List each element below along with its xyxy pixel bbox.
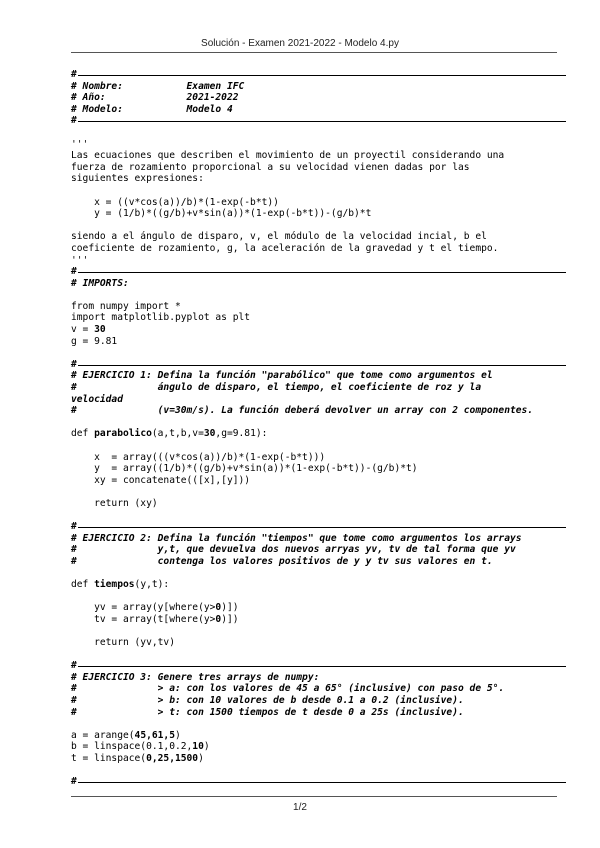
comment-line [71,695,561,707]
code-line [71,255,561,267]
comment-separator [71,776,561,788]
code-line [71,463,561,475]
blank-line [71,649,561,661]
blank-line [71,568,561,580]
code-bold-token: 0 [215,613,222,625]
code-line [71,336,561,348]
separator-hash: # [71,521,77,533]
comment-line [71,405,561,417]
code-text: ''' [71,254,89,266]
comment-line [71,533,561,545]
separator-hash: # [71,115,77,127]
comment-text: # > t: con 1500 tiempos de t desde 0 a 25s (inclusive). [71,706,464,718]
comment-line [71,81,561,93]
code-text: v = [71,324,95,336]
comment-text: # IMPORTS: [71,277,129,289]
blank-line [71,718,561,730]
comment-separator [71,359,561,371]
comment-line [71,672,561,684]
code-text: import matplotlib.pyplot as plt [71,312,251,324]
page-number: 1/2 [293,802,307,813]
separator-line [78,527,566,528]
comment-line [71,544,561,556]
code-line [71,173,561,185]
blank-line [71,486,561,498]
code-line [71,243,561,255]
comment-line [71,278,561,290]
code-line [71,231,561,243]
code-line [71,741,561,753]
separator-line [78,365,566,366]
code-text: siguientes expresiones: [71,173,204,185]
code-text: ) [203,741,210,753]
comment-text: # (v=30m/s). La función deberá devolver un array con 2 componentes. [71,405,534,417]
code-text: b = linspace(0.1,0.2, [71,741,193,753]
blank-line [71,127,561,139]
comment-text: # > b: con 10 valores de b desde 0.1 a 0.2 (inclusive). [71,695,464,707]
comment-separator [71,69,561,81]
code-text: a = arange( [71,729,135,741]
code-bold-token: 45,61,5 [134,729,175,741]
comment-separator [71,266,561,278]
code-bold-token: 10 [192,741,204,753]
comment-separator [71,521,561,533]
code-text: (a,t,b,v= [151,428,204,440]
code-text: coeficiente de rozamiento, g, la aceleración de la gravedad y t el tiempo. [71,242,499,254]
blank-line [71,591,561,603]
code-line [71,162,561,174]
separator-line [78,75,566,76]
comment-line [71,370,561,382]
code-text: ''' [71,138,89,150]
code-bold-token: tiempos [94,579,135,591]
code-text: ) [174,729,181,741]
code-line [71,637,561,649]
separator-line [78,272,566,273]
comment-text: # > a: con los valores de 45 a 65° (inclusive) con paso de 5°. [71,683,505,695]
code-line [71,301,561,313]
blank-line [71,510,561,522]
comment-separator [71,660,561,672]
code-line [71,579,561,591]
code-bold-token: 30 [203,428,216,440]
separator-hash: # [71,266,77,278]
code-text: yv = array(y[where(y> [71,602,216,614]
code-text: return (xy) [71,497,158,509]
code-bold-token: 0 [215,602,222,614]
blank-line [71,626,561,638]
separator-line [78,121,566,122]
page-header-title: Solución - Examen 2021-2022 - Modelo 4.py [201,38,399,49]
blank-line [71,417,561,429]
code-line [71,150,561,162]
comment-text: # Modelo: Modelo 4 [71,103,233,115]
footer-rule [71,796,557,797]
code-text: x = ((v*cos(a))/b)*(1-exp(-b*t)) [71,196,279,208]
comment-text: # EJERCICIO 1: Defina la función "parabólico" que tome como argumentos el [71,370,493,382]
code-bold-token: 30 [94,324,106,336]
comment-line [71,92,561,104]
separator-line [78,782,566,783]
code-text: return (yv,tv) [71,637,175,649]
code-line [71,312,561,324]
blank-line [71,765,561,777]
code-text: tv = array(t[where(y> [71,613,216,625]
comment-text: # EJERCICIO 2: Defina la función "tiempos" que tome como argumentos los arrays [71,532,522,544]
blank-line [71,440,561,452]
code-bold-token: 0,25,1500 [146,753,199,765]
code-line [71,602,561,614]
code-text: )]) [221,602,239,614]
code-text: siendo a el ángulo de disparo, v, el módulo de la velocidad incial, b el [71,231,487,243]
code-line [71,208,561,220]
separator-line [78,666,566,667]
code-text: ,g=9.81): [215,428,268,440]
code-text: x = array(((v*cos(a))/b)*(1-exp(-b*t))) [71,451,326,463]
comment-text: # ángulo de disparo, el tiempo, el coeficiente de roz y la [71,382,482,394]
header-rule [71,52,557,53]
comment-text: # Nombre: Examen IFC [71,80,245,92]
code-line [71,614,561,626]
code-text: ) [198,753,204,765]
separator-hash: # [71,660,77,672]
comment-line [71,104,561,116]
code-text: Las ecuaciones que describen el movimiento de un proyectil considerando una [71,150,505,162]
separator-hash: # [71,358,77,370]
code-line [71,498,561,510]
separator-hash: # [71,776,77,788]
code-listing [71,69,561,788]
code-line [71,730,561,742]
code-text: y = (1/b)*((g/b)+v*sin(a))*(1-exp(-b*t))-(g/b)*t [71,208,372,220]
comment-text: # Año: 2021-2022 [71,92,239,104]
code-text: def [71,428,95,440]
code-line [71,428,561,440]
blank-line [71,289,561,301]
code-line [71,324,561,336]
code-text: t = linspace( [71,753,147,765]
code-text: )]) [221,613,239,625]
comment-line [71,683,561,695]
code-line [71,475,561,487]
code-text: y = array((1/b)*((g/b)+v*sin(a))*(1-exp(-b*t))-(g/b)*t) [71,463,418,475]
blank-line [71,185,561,197]
comment-line [71,394,561,406]
comment-line [71,707,561,719]
code-text: xy = concatenate(([x],[y])) [71,474,251,486]
blank-line [71,220,561,232]
comment-line [71,382,561,394]
comment-text: # y,t, que devuelva dos nuevos arryas yv, tv de tal forma que yv [71,544,516,556]
blank-line [71,347,561,359]
code-text: fuerza de rozamiento proporcional a su velocidad vienen dadas por las [71,161,470,173]
code-text: def [71,579,95,591]
separator-hash: # [71,69,77,80]
comment-text: # contenga los valores positivos de y y tv sus valores en t. [71,555,493,567]
code-text: from numpy import * [71,300,181,312]
code-text: (y,t): [134,579,170,591]
comment-separator [71,115,561,127]
comment-text: velocidad [71,393,123,405]
code-line [71,452,561,464]
comment-text: # EJERCICIO 3: Genere tres arrays de numpy: [71,671,320,683]
code-bold-token: parabolico [94,428,152,440]
code-line [71,753,561,765]
comment-line [71,556,561,568]
code-line [71,197,561,209]
code-text: g = 9.81 [71,335,118,347]
code-line [71,139,561,151]
